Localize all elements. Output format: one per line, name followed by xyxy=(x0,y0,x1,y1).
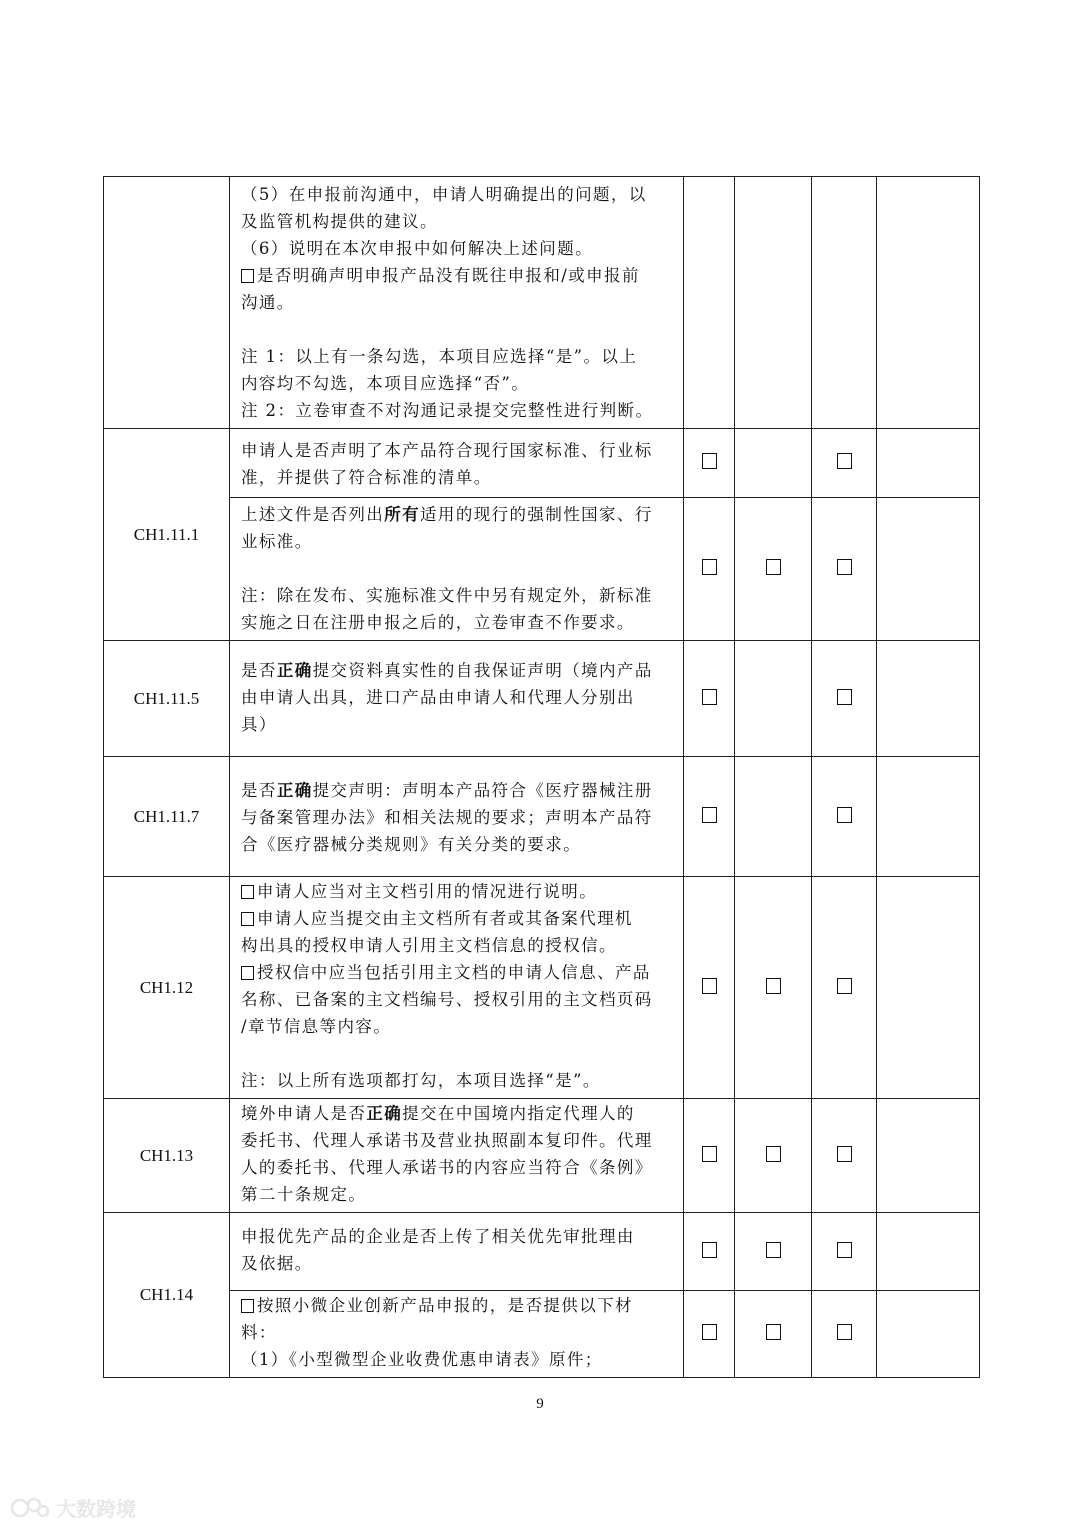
watermark xyxy=(10,1493,136,1522)
emphasis: 所有 xyxy=(384,505,421,524)
text-line: 上述文件是否列出所有适用的现行的强制性国家、行 xyxy=(241,505,653,524)
item-id-cell: CH1.11.7 xyxy=(104,757,230,877)
text-line: 业标准。 xyxy=(241,532,313,551)
check-col-2[interactable] xyxy=(735,1213,812,1291)
emphasis: 正确 xyxy=(366,1104,403,1123)
check-col-2[interactable] xyxy=(735,1291,812,1378)
item-content xyxy=(230,498,684,641)
check-col-1 xyxy=(684,177,735,429)
checkbox[interactable] xyxy=(837,1146,852,1162)
text-line xyxy=(241,959,675,986)
check-col-3[interactable] xyxy=(812,641,877,757)
remarks-cell xyxy=(877,1291,980,1378)
text-line: 合《医疗器械分类规则》有关分类的要求。 xyxy=(241,835,582,854)
item-content xyxy=(230,877,684,1099)
check-col-2[interactable] xyxy=(735,1099,812,1213)
text-line: 沟通。 xyxy=(241,293,295,312)
checkbox-label: 申请人应当对主文档引用的情况进行说明。 xyxy=(257,882,598,901)
checkbox[interactable] xyxy=(837,689,852,705)
check-col-1[interactable] xyxy=(684,757,735,877)
checkbox[interactable] xyxy=(766,559,781,575)
text-line: （5）在申报前沟通中，申请人明确提出的问题，以 xyxy=(241,185,647,204)
checkbox[interactable] xyxy=(766,978,781,994)
checkbox-label: 授权信中应当包括引用主文档的申请人信息、产品 xyxy=(257,963,651,982)
check-col-1[interactable] xyxy=(684,1291,735,1378)
checkbox[interactable] xyxy=(702,559,717,575)
check-col-3[interactable] xyxy=(812,498,877,641)
checkbox[interactable] xyxy=(702,453,717,469)
check-col-2[interactable] xyxy=(735,877,812,1099)
check-col-1[interactable] xyxy=(684,641,735,757)
text-line: /章节信息等内容。 xyxy=(241,1017,392,1036)
check-col-3 xyxy=(812,177,877,429)
checkbox[interactable] xyxy=(837,1242,852,1258)
note-line: 注 2：立卷审查不对沟通记录提交完整性进行判断。 xyxy=(241,401,654,420)
table-row xyxy=(104,1291,980,1378)
note-line: 注：以上所有选项都打勾，本项目选择“是”。 xyxy=(241,1071,601,1090)
check-col-2 xyxy=(735,641,812,757)
check-col-1[interactable] xyxy=(684,1099,735,1213)
item-id-cell: CH1.11.5 xyxy=(104,641,230,757)
text-line: 料： xyxy=(241,1323,277,1342)
emphasis: 正确 xyxy=(276,661,313,680)
watermark-text: 大数跨境 xyxy=(56,1497,136,1521)
item-content xyxy=(230,429,684,498)
text-line: 人的委托书、代理人承诺书的内容应当符合《条例》 xyxy=(241,1158,653,1177)
text-line: 申请人是否声明了本产品符合现行国家标准、行业标 xyxy=(241,441,653,460)
check-col-3[interactable] xyxy=(812,429,877,498)
inline-checkbox[interactable] xyxy=(241,966,254,980)
item-id-cell: CH1.14 xyxy=(104,1213,230,1378)
remarks-cell xyxy=(877,177,980,429)
item-content xyxy=(230,1213,684,1291)
item-content xyxy=(230,1099,684,1213)
checkbox[interactable] xyxy=(702,1324,717,1340)
inline-checkbox[interactable] xyxy=(241,912,254,926)
item-content xyxy=(230,757,684,877)
inline-checkbox[interactable] xyxy=(241,1299,254,1313)
check-col-2 xyxy=(735,757,812,877)
item-id-cell: CH1.12 xyxy=(104,877,230,1099)
check-col-2[interactable] xyxy=(735,498,812,641)
text-line: 由申请人出具，进口产品由申请人和代理人分别出 xyxy=(241,688,635,707)
text-line: 境外申请人是否正确提交在中国境内指定代理人的 xyxy=(241,1104,635,1123)
remarks-cell xyxy=(877,498,980,641)
inline-checkbox[interactable] xyxy=(241,885,254,899)
inline-checkbox[interactable] xyxy=(241,269,254,283)
item-id-cell: CH1.11.1 xyxy=(104,429,230,641)
item-content xyxy=(230,177,684,429)
check-col-3[interactable] xyxy=(812,1291,877,1378)
check-col-3[interactable] xyxy=(812,1099,877,1213)
checkbox[interactable] xyxy=(837,1324,852,1340)
text-line xyxy=(241,1292,675,1319)
remarks-cell xyxy=(877,1099,980,1213)
note-line: 内容均不勾选，本项目应选择“否”。 xyxy=(241,374,530,393)
checkbox[interactable] xyxy=(702,807,717,823)
text-line: 名称、已备案的主文档编号、授权引用的主文档页码 xyxy=(241,990,653,1009)
text-line: 及依据。 xyxy=(241,1254,313,1273)
table-row xyxy=(104,757,980,877)
checkbox-label: 按照小微企业创新产品申报的，是否提供以下材 xyxy=(257,1296,633,1315)
item-content xyxy=(230,641,684,757)
text-line: 构出具的授权申请人引用主文档信息的授权信。 xyxy=(241,936,617,955)
item-id-cell xyxy=(104,177,230,429)
table-row xyxy=(104,429,980,498)
blank-line xyxy=(241,555,675,582)
check-col-1[interactable] xyxy=(684,498,735,641)
note-line: 注 1：以上有一条勾选，本项目应选择“是”。以上 xyxy=(241,347,638,366)
text-line xyxy=(241,878,675,905)
item-content xyxy=(230,1291,684,1378)
checkbox[interactable] xyxy=(702,1146,717,1162)
text-line: 第二十条规定。 xyxy=(241,1185,367,1204)
checkbox[interactable] xyxy=(837,559,852,575)
note-line: 注：除在发布、实施标准文件中另有规定外，新标准 xyxy=(241,586,653,605)
text-line xyxy=(241,905,675,932)
text-line: 是否正确提交资料真实性的自我保证声明（境内产品 xyxy=(241,661,653,680)
text-line: 委托书、代理人承诺书及营业执照副本复印件。代理 xyxy=(241,1131,653,1150)
emphasis: 正确 xyxy=(276,781,313,800)
table-row xyxy=(104,877,980,1099)
checkbox[interactable] xyxy=(766,1324,781,1340)
check-col-2 xyxy=(735,177,812,429)
table-row xyxy=(104,1099,980,1213)
text-line xyxy=(241,262,675,289)
checkbox[interactable] xyxy=(702,1242,717,1258)
checkbox[interactable] xyxy=(837,978,852,994)
checkbox-label: 申请人应当提交由主文档所有者或其备案代理机 xyxy=(257,909,633,928)
remarks-cell xyxy=(877,429,980,498)
watermark-logo-icon xyxy=(10,1496,50,1520)
blank-line xyxy=(241,1040,675,1067)
checkbox[interactable] xyxy=(837,807,852,823)
checkbox[interactable] xyxy=(702,689,717,705)
check-col-1[interactable] xyxy=(684,877,735,1099)
remarks-cell xyxy=(877,1213,980,1291)
check-col-2 xyxy=(735,429,812,498)
text-line: （1）《小型微型企业收费优惠申请表》原件； xyxy=(241,1350,603,1369)
checkbox-label: 是否明确声明申报产品没有既往申报和/或申报前 xyxy=(257,266,640,285)
text-line: （6）说明在本次申报中如何解决上述问题。 xyxy=(241,239,593,258)
checkbox[interactable] xyxy=(702,978,717,994)
check-col-3[interactable] xyxy=(812,1213,877,1291)
checkbox[interactable] xyxy=(837,453,852,469)
table-row xyxy=(104,641,980,757)
remarks-cell xyxy=(877,877,980,1099)
note-line: 实施之日在注册申报之后的，立卷审查不作要求。 xyxy=(241,613,635,632)
check-col-1[interactable] xyxy=(684,1213,735,1291)
checklist-table xyxy=(103,176,980,1378)
text-line: 是否正确提交声明：声明本产品符合《医疗器械注册 xyxy=(241,781,653,800)
text-line: 准，并提供了符合标准的清单。 xyxy=(241,468,492,487)
table-row xyxy=(104,1213,980,1291)
checkbox[interactable] xyxy=(766,1242,781,1258)
check-col-3[interactable] xyxy=(812,757,877,877)
text-line: 与备案管理办法》和相关法规的要求；声明本产品符 xyxy=(241,808,653,827)
item-id-cell: CH1.13 xyxy=(104,1099,230,1213)
text-line: 及监管机构提供的建议。 xyxy=(241,212,438,231)
checkbox[interactable] xyxy=(766,1146,781,1162)
check-col-3[interactable] xyxy=(812,877,877,1099)
check-col-1[interactable] xyxy=(684,429,735,498)
table-row xyxy=(104,498,980,641)
page-number: 9 xyxy=(536,1396,544,1412)
blank-line xyxy=(241,316,675,343)
text-line: 具） xyxy=(241,715,277,734)
remarks-cell xyxy=(877,757,980,877)
remarks-cell xyxy=(877,641,980,757)
text-line: 申报优先产品的企业是否上传了相关优先审批理由 xyxy=(241,1227,635,1246)
table-row xyxy=(104,177,980,429)
